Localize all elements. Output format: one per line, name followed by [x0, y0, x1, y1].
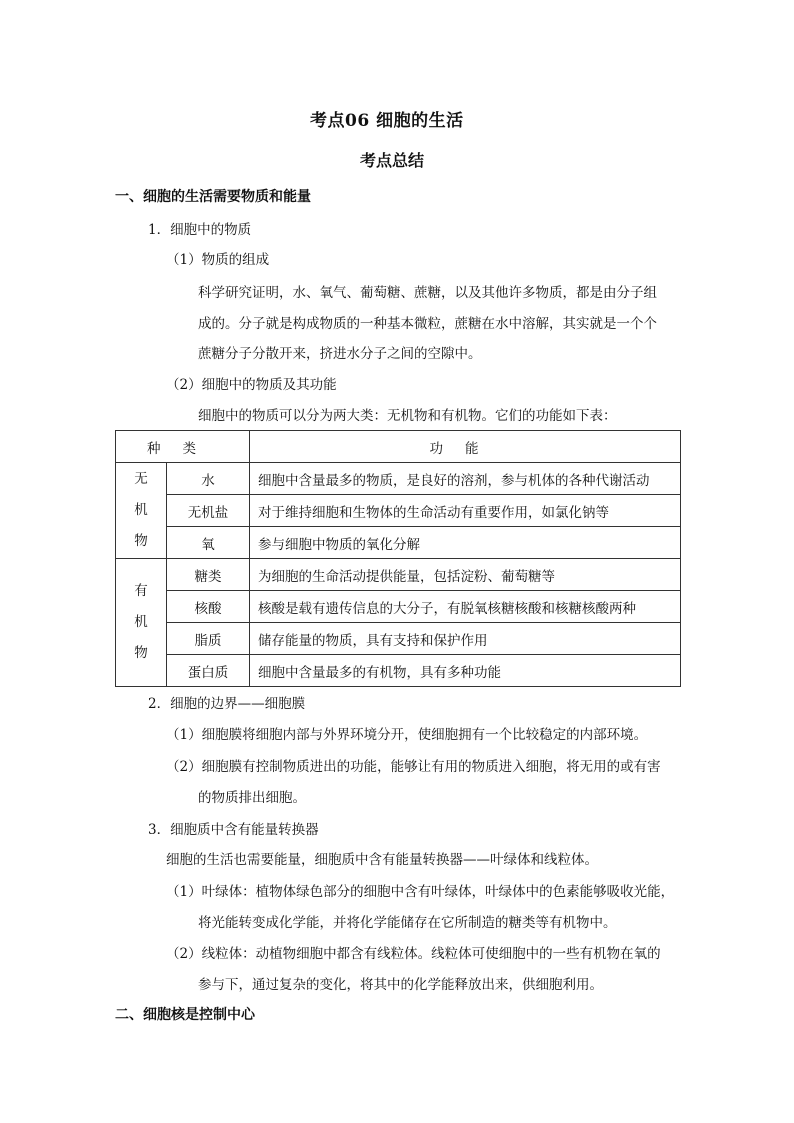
section2-heading: 二、细胞核是控制中心: [115, 1007, 255, 1023]
substance-function: 细胞中含量最多的有机物，具有多种功能: [250, 655, 681, 687]
category-organic: 有 机 物: [116, 559, 167, 687]
header-function: 功能: [250, 431, 681, 463]
substance-function-table: [115, 430, 681, 687]
sub1-line: 科学研究证明，水、氧气、葡萄糖、蔗糖，以及其他许多物质，都是由分子组: [198, 285, 657, 301]
substance-name: 脂质: [167, 623, 250, 655]
item3-paragraph: 将光能转变成化学能，并将化学能储存在它所制造的糖类等有机物中。: [198, 915, 617, 931]
sub2-heading: （2）细胞中的物质及其功能: [166, 377, 337, 393]
substance-function: 参与细胞中物质的氧化分解: [250, 527, 681, 559]
header-kind: 种类: [116, 431, 250, 463]
item2-paragraph: （2）细胞膜有控制物质进出的功能，能够让有用的物质进入细胞，将无用的或有害: [166, 759, 661, 775]
table-row: [116, 655, 681, 687]
substance-function: 为细胞的生命活动提供能量，包括淀粉、葡萄糖等: [250, 559, 681, 591]
item2-paragraph: （1）细胞膜将细胞内部与外界环境分开，使细胞拥有一个比较稳定的内部环境。: [166, 727, 648, 743]
item3-paragraph: （2）线粒体：动植物细胞中都含有线粒体。线粒体可使细胞中的一些有机物在氧的: [166, 946, 661, 962]
table-row: [116, 463, 681, 495]
substance-name: 蛋白质: [167, 655, 250, 687]
page-subtitle: 考点总结: [360, 151, 425, 170]
table-row: [116, 495, 681, 527]
item3-intro: 细胞的生活也需要能量，细胞质中含有能量转换器——叶绿体和线粒体。: [166, 852, 598, 868]
substance-function: 细胞中含量最多的物质，是良好的溶剂，参与机体的各种代谢活动: [250, 463, 681, 495]
sub1-heading: （1）物质的组成: [166, 252, 270, 268]
substance-function: 对于维持细胞和生物体的生命活动有重要作用，如氯化钠等: [250, 495, 681, 527]
item1-heading: 1．细胞中的物质: [148, 222, 252, 238]
substance-function: 核酸是载有遗传信息的大分子，有脱氧核糖核酸和核糖核酸两种: [250, 591, 681, 623]
substance-name: 氧: [167, 527, 250, 559]
page-title: 考点06 细胞的生活: [310, 111, 464, 131]
table-row: [116, 527, 681, 559]
item3-heading: 3．细胞质中含有能量转换器: [148, 822, 319, 838]
substance-name: 无机盐: [167, 495, 250, 527]
substance-name: 水: [167, 463, 250, 495]
substance-name: 糖类: [167, 559, 250, 591]
section1-heading: 一、细胞的生活需要物质和能量: [115, 189, 311, 205]
item2-heading: 2．细胞的边界——细胞膜: [148, 696, 306, 712]
sub2-intro: 细胞中的物质可以分为两大类：无机物和有机物。它们的功能如下表：: [198, 408, 617, 424]
sub1-line: 成的。分子就是构成物质的一种基本微粒，蔗糖在水中溶解，其实就是一个个: [198, 316, 657, 332]
item3-paragraph: 参与下，通过复杂的变化，将其中的化学能释放出来，供细胞利用。: [198, 977, 603, 993]
table-row: [116, 591, 681, 623]
table-row: [116, 623, 681, 655]
substance-function: 储存能量的物质，具有支持和保护作用: [250, 623, 681, 655]
sub1-line: 蔗糖分子分散开来，挤进水分子之间的空隙中。: [198, 346, 482, 362]
item3-paragraph: （1）叶绿体：植物体绿色部分的细胞中含有叶绿体，叶绿体中的色素能够吸收光能，: [166, 884, 675, 900]
table-header-row: [116, 431, 681, 463]
substance-name: 核酸: [167, 591, 250, 623]
item2-paragraph: 的物质排出细胞。: [198, 790, 306, 806]
table-row: [116, 559, 681, 591]
category-inorganic: 无 机 物: [116, 463, 167, 559]
